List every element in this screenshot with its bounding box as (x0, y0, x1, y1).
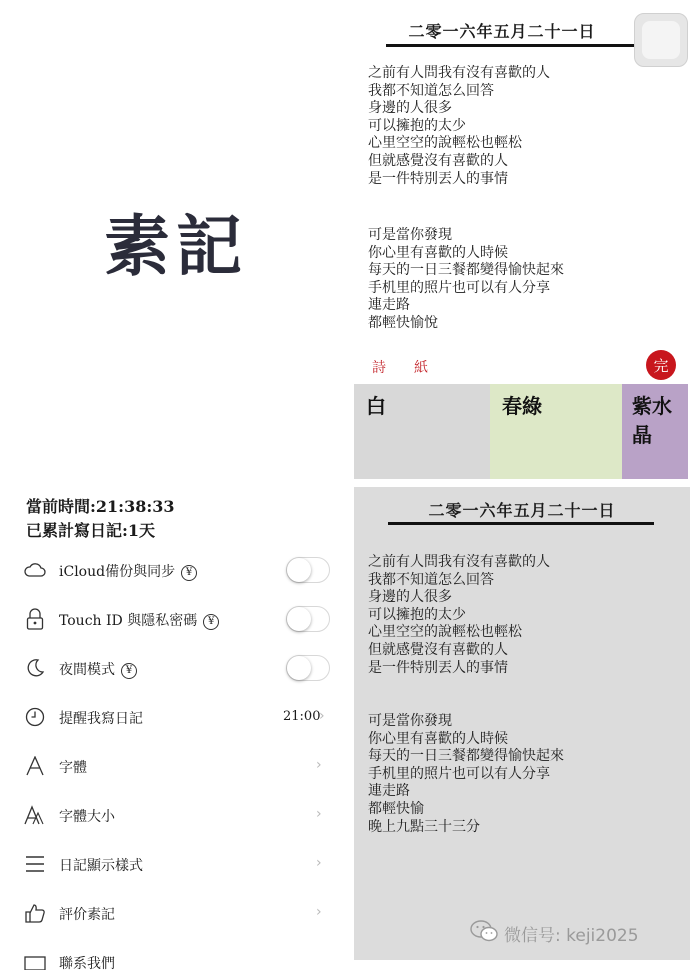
thumbs-up-icon (24, 902, 46, 924)
setting-label: 提醒我寫日記 (59, 711, 143, 727)
tab-poem[interactable]: 詩 (372, 360, 386, 376)
settings-panel (0, 480, 352, 970)
wechat-icon (470, 920, 498, 947)
night-mode-toggle[interactable] (286, 655, 330, 681)
premium-icon: ¥ (203, 614, 219, 630)
diary-stanza-2: 可是當你發現 你心里有喜歡的人時候 每天的一日三餐都變得愉快起來 手机里的照片也可以有人分享 連走路 都輕快愉悅 (368, 227, 564, 331)
reminder-time: 21:00 (283, 709, 321, 724)
premium-icon: ¥ (181, 565, 197, 581)
setting-label: 字體大小 (59, 809, 115, 825)
setting-display-style[interactable] (0, 841, 352, 889)
tab-paper[interactable]: 紙 (414, 360, 428, 376)
swatch-spring-green[interactable] (490, 384, 622, 479)
setting-label: 評价素記 (59, 907, 115, 923)
setting-label: 字體 (59, 760, 87, 776)
cloud-icon (24, 559, 46, 581)
diary-stanza-2: 可是當你發現 你心里有喜歡的人時候 每天的一日三餐都變得愉快起來 手机里的照片也可以有人分享 連走路 都輕快愉 晚上九點三十三分 (368, 713, 564, 835)
menu-button[interactable] (634, 13, 688, 67)
diary-preview-white (352, 0, 700, 480)
premium-icon: ¥ (121, 663, 137, 679)
setting-night-mode[interactable] (0, 645, 352, 693)
touch-id-toggle[interactable] (286, 606, 330, 632)
icloud-toggle[interactable] (286, 557, 330, 583)
list-icon (24, 853, 46, 875)
diary-preview-gray (354, 487, 690, 960)
app-logo-text: 素記 (104, 206, 248, 285)
swatch-label: 白 (366, 394, 386, 418)
app-logo (0, 0, 352, 480)
watermark-text: 微信号: keji2025 (504, 926, 639, 946)
setting-contact-partial[interactable] (0, 939, 352, 970)
watermark (470, 920, 639, 947)
clock-icon (24, 706, 46, 728)
diary-stanza-1: 之前有人問我有沒有喜歡的人 我都不知道怎么回答 身邊的人很多 可以擁抱的太少 心里空空的說輕松也輕松 但就感覺沒有喜歡的人 是一件特別丟人的事情 (368, 65, 550, 187)
setting-font-size[interactable] (0, 792, 352, 840)
swatch-label: 紫水晶 (632, 394, 672, 447)
date-underline (386, 44, 652, 47)
chevron-right-icon: › (316, 806, 322, 822)
swatch-label: 春綠 (502, 394, 542, 418)
setting-label: iCloud備份與同步 (59, 564, 176, 580)
swatch-white[interactable] (354, 384, 490, 479)
font-size-icon (24, 804, 46, 826)
setting-font[interactable] (0, 743, 352, 791)
setting-label: 聯系我們 (59, 956, 115, 970)
setting-label: 日記顯示樣式 (59, 858, 143, 874)
moon-icon (24, 657, 46, 679)
diary-date: 二零一六年五月二十一日 (408, 22, 596, 41)
date-underline (388, 522, 654, 525)
setting-label: 夜間模式 (59, 662, 115, 678)
setting-reminder[interactable] (0, 694, 352, 742)
chevron-right-icon: › (316, 855, 322, 871)
done-button[interactable]: 完 (646, 350, 676, 380)
chevron-right-icon: › (319, 708, 325, 724)
font-icon (24, 755, 46, 777)
setting-touch-id[interactable] (0, 596, 352, 644)
current-time: 當前時間:21:38:33 (26, 497, 175, 516)
swatch-amethyst[interactable] (622, 384, 688, 479)
lock-icon (24, 608, 46, 630)
diary-day-count: 已累計寫日記:1天 (26, 521, 156, 540)
setting-icloud-sync[interactable] (0, 547, 352, 595)
diary-stanza-1: 之前有人問我有沒有喜歡的人 我都不知道怎么回答 身邊的人很多 可以擁抱的太少 心里空空的說輕松也輕松 但就感覺沒有喜歡的人 是一件特別丟人的事情 (368, 554, 550, 676)
setting-rate-app[interactable] (0, 890, 352, 938)
setting-label: Touch ID 與隱私密碼 (59, 613, 198, 629)
chevron-right-icon: › (316, 904, 322, 920)
contact-icon (24, 951, 46, 970)
diary-date: 二零一六年五月二十一日 (428, 501, 616, 520)
chevron-right-icon: › (316, 757, 322, 773)
